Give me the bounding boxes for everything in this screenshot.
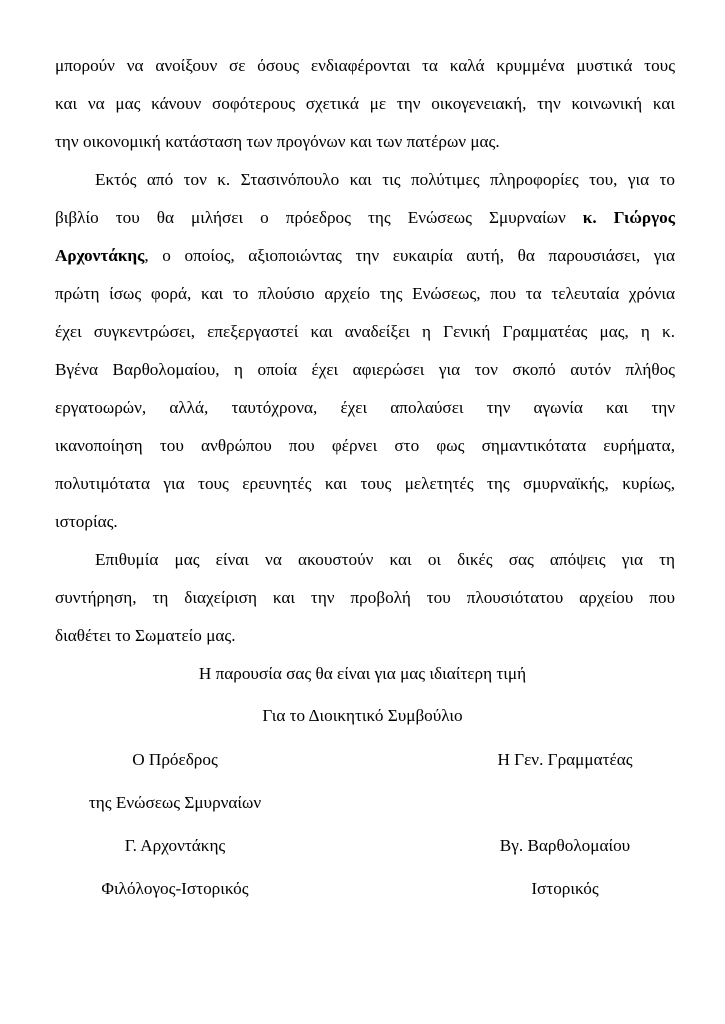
paragraph-line: πρώτη ίσως φορά, και το πλούσιο αρχείο της Ενώσεως, που τα τελευταία χρόνια xyxy=(55,284,675,303)
paragraph-line xyxy=(55,246,675,266)
signature-right-title: Ιστορικός xyxy=(531,879,599,898)
closing-honor: Η παρουσία σας θα είναι για μας ιδιαίτερη τιμή xyxy=(198,664,527,683)
text-run: , ο οποίος, αξιοποιώντας την ευκαιρία αυτή, θα παρουσιάσει, για xyxy=(144,246,675,265)
signature-left-role: Ο Πρόεδρος xyxy=(132,750,218,769)
bold-name-part: κ. Γιώργος xyxy=(582,208,675,227)
paragraph-line: Επιθυμία μας είναι να ακουστούν και οι δικές σας απόψεις για τη xyxy=(95,550,675,569)
paragraph-line: πολυτιμότατα για τους ερευνητές και τους μελετητές της σμυρναϊκής, κυρίως, xyxy=(55,474,675,493)
paragraph-line: Εκτός από τον κ. Στασινόπουλο και τις πολύτιμες πληροφορίες του, για το xyxy=(95,170,675,189)
bold-name-part: Αρχοντάκης xyxy=(55,246,145,265)
paragraph-line: ιστορίας. xyxy=(55,512,118,531)
signature-left-org: της Ενώσεως Σμυρναίων xyxy=(88,793,262,812)
paragraph-line: μπορούν να ανοίξουν σε όσους ενδιαφέρονται τα καλά κρυμμένα μυστικά τους xyxy=(55,56,675,75)
paragraph-line: εργατοωρών, αλλά, ταυτόχρονα, έχει απολαύσει την αγωνία και την xyxy=(55,398,675,417)
paragraph-line: Βγένα Βαρθολομαίου, η οποία έχει αφιερώσει για τον σκοπό αυτόν πλήθος xyxy=(55,360,675,379)
paragraph-line xyxy=(55,208,675,228)
signature-left-title: Φιλόλογος-Ιστορικός xyxy=(101,879,249,898)
paragraph-line: έχει συγκεντρώσει, επεξεργαστεί και αναδείξει η Γενική Γραμματέας μας, η κ. xyxy=(55,322,675,341)
signature-left-name: Γ. Αρχοντάκης xyxy=(124,836,226,855)
signature-right-name: Βγ. Βαρθολομαίου xyxy=(499,836,631,855)
signature-right-role: Η Γεν. Γραμματέας xyxy=(497,750,633,769)
paragraph-line: διαθέτει το Σωματείο μας. xyxy=(55,626,236,645)
paragraph-line: συντήρηση, τη διαχείριση και την προβολή του πλουσιότατου αρχείου που xyxy=(55,588,675,607)
paragraph-line: ικανοποίηση του ανθρώπου που φέρνει στο φως σημαντικότατα ευρήματα, xyxy=(55,436,675,455)
paragraph-line: και να μας κάνουν σοφότερους σχετικά με την οικογενειακή, την κοινωνική και xyxy=(55,94,675,113)
text-run: βιβλίο του θα μιλήσει ο πρόεδρος της Ενώσεως Σμυρναίων xyxy=(55,208,583,227)
paragraph-line: την οικονομική κατάσταση των προγόνων και των πατέρων μας. xyxy=(55,132,500,151)
closing-board: Για το Διοικητικό Συμβούλιο xyxy=(262,706,463,725)
